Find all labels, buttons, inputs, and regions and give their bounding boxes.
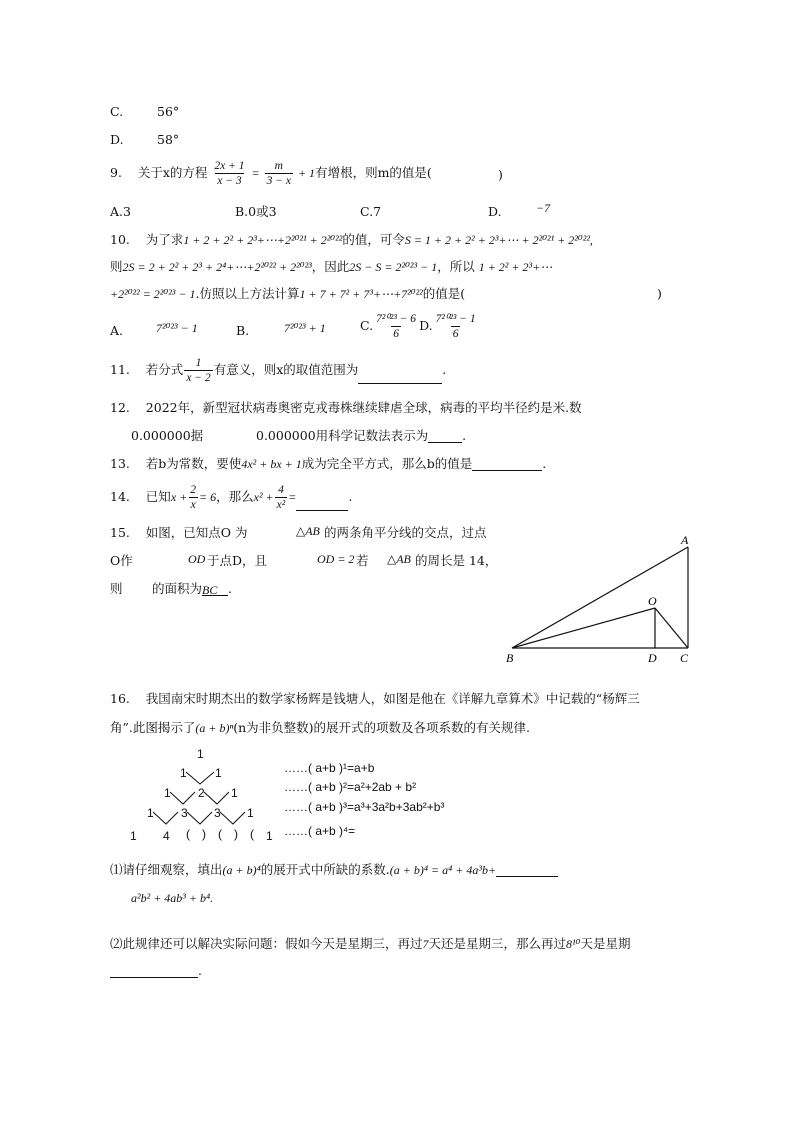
- q9-option-d-value: −7: [536, 201, 551, 215]
- q15-l2-a: O作: [110, 553, 133, 568]
- q10-option-b: 7²⁰²³ + 1: [284, 321, 326, 335]
- q14-line: 14. 已知x + $\frac{2}{x}$ = 6，那么x² + $\frac{4}{\text{x²}}$ = .: [110, 484, 353, 512]
- q16-part1-blank[interactable]: [496, 864, 558, 877]
- q12-line-2b: 0.000000用科学记数法表示为 .: [256, 428, 467, 443]
- q9-line: [110, 160, 432, 187]
- q16-part-2-answer: .: [110, 963, 202, 978]
- label-d: D: [648, 651, 657, 665]
- expansion-1: ……( a+b )¹=a+b: [284, 761, 375, 775]
- q16-part-1: ⑴请仔细观察，填出(a + b)⁴的展开式中所缺的系数.(a + b)⁴ = a⁴ + 4a³b+: [110, 862, 558, 877]
- segment-ba: [512, 547, 688, 648]
- q10-line-3: +2²⁰²² = 2²⁰²³ − 1.仿照以上方法计算1 + 7 + 7² + 7³+⋯+7²⁰²²的值是(: [110, 286, 466, 301]
- q10-option-a-label: A.: [110, 323, 124, 338]
- q9-fraction-2: $\frac{m}{3 - x}$: [266, 160, 291, 188]
- expansion-2: ……( a+b )²=a²+2ab + b²: [284, 780, 417, 794]
- q9-fraction-1: $\frac{2x + 1}{x - 3}$: [214, 160, 245, 188]
- q11-line: 11. 若分式 $\frac{1}{x - 2}$ 有意义，则x的取值范围为 .: [110, 357, 447, 385]
- q15-line-1: 15. 如图，已知点O 为: [110, 525, 248, 540]
- q15-answer-blank[interactable]: BC: [202, 583, 228, 596]
- q14-answer-blank[interactable]: [296, 498, 348, 511]
- q9-text-a: 关于x的方程: [137, 165, 208, 181]
- q12-line-1: 12. 2022年，新型冠状病毒奥密克戎毒株继续肆虐全球，病毒的平均半径约是米.数: [110, 400, 582, 415]
- label-b: B: [506, 651, 514, 665]
- q10-line-1: 10. 为了求1 + 2 + 2² + 2³+⋯+2²⁰²¹ + 2²⁰²²的值，可令S = 1 + 2 + 2² + 2³+⋯ + 2²⁰²¹ + 2²⁰²²,: [110, 232, 593, 247]
- q9-option-c: C.7: [360, 204, 382, 219]
- q16-line-2: 角”.此图揭示了(a + b)ⁿ(n为非负整数)的展开式的项数及各项系数的有关规律.: [110, 720, 531, 735]
- q16-part-1-cont: a²b² + 4ab³ + b⁴.: [131, 891, 214, 905]
- q12-answer-blank[interactable]: [428, 430, 462, 443]
- option-c-label: C.: [110, 104, 124, 119]
- expansion-4: ……( a+b )⁴=: [284, 824, 356, 838]
- q11-fraction: $\frac{1}{x - 2}$: [186, 357, 211, 385]
- q15-l2-b: 于点D，且: [207, 553, 268, 568]
- q10-sum-a: 1 + 2 + 2² + 2³+⋯+2²⁰²¹ + 2²⁰²²: [183, 233, 343, 247]
- q9-option-b: B.0或3: [235, 204, 277, 219]
- q15-od-eq: OD = 2: [317, 552, 355, 566]
- label-a: A: [681, 533, 689, 547]
- q10-close-paren: ): [657, 286, 662, 301]
- option-d-value: 58°: [157, 132, 180, 147]
- segment-oc: [655, 608, 688, 648]
- q9-text-b: 有增根，则m的值是(: [315, 165, 432, 181]
- q15-triangle-2: △AB: [387, 552, 411, 566]
- expansion-3: ……( a+b )³=a³+3a²b+3ab²+b³: [284, 800, 445, 814]
- q10-option-c: C. $\frac{\text{7²⁰²³ − 6}}{6}$ D. $\frac{\text{7²⁰²³ − 1}}{6}$: [360, 313, 476, 341]
- q10-option-b-label: B.: [236, 323, 250, 338]
- q10-option-a: 7²⁰²³ − 1: [156, 321, 198, 335]
- q10-s-def: S = 1 + 2 + 2² + 2³+⋯ + 2²⁰²¹ + 2²⁰²²,: [404, 233, 593, 247]
- q15-l3-a: 则: [110, 581, 123, 596]
- q15-line-1b: 的两条角平分线的交点，过点: [324, 525, 487, 540]
- q15-od: OD: [188, 552, 206, 566]
- q13-answer-blank[interactable]: [472, 458, 542, 471]
- segment-bo: [512, 608, 655, 648]
- q16-part-2: ⑵此规律还可以解决实际问题：假如今天是星期三，再过7天还是星期三，那么再过8¹⁰天是星期: [110, 936, 631, 951]
- q9-number: 9.: [110, 165, 122, 181]
- q15-l3: 的面积为BC .: [152, 581, 232, 597]
- q9-close-paren: ): [498, 167, 503, 182]
- q15-l2-c: 若: [356, 553, 369, 568]
- q16-line-1: 16. 我国南宋时期杰出的数学家杨辉是钱塘人，如图是他在《详解九章算术》中记载的“杨辉三: [110, 691, 640, 706]
- label-c: C: [680, 651, 689, 665]
- q10-line-2: 则2S = 2 + 2² + 2³ + 2⁴+⋯+2²⁰²² + 2²⁰²³，因此2S − S = 2²⁰²³ − 1，所以 1 + 2² + 2³+⋯: [110, 259, 553, 274]
- q9-option-d-label: D.: [488, 204, 502, 219]
- q9-option-a: A.3: [110, 204, 131, 219]
- q12-line-2: 0.000000据: [131, 428, 204, 443]
- q16-part2-blank[interactable]: [110, 965, 198, 978]
- q13-line: 13. 若b为常数，要使4x² + bx + 1成为完全平方式，那么b的值是 .: [110, 456, 547, 471]
- q15-l2-d: 的周长是 14，: [415, 553, 498, 568]
- q11-answer-blank[interactable]: [358, 371, 442, 384]
- label-o: O: [648, 594, 657, 608]
- q9-equals: =: [251, 166, 260, 181]
- option-d-label: D.: [110, 132, 124, 147]
- q9-tail: + 1: [297, 166, 316, 181]
- q15-triangle-1: △AB: [296, 524, 320, 538]
- option-c-value: 56°: [157, 104, 180, 119]
